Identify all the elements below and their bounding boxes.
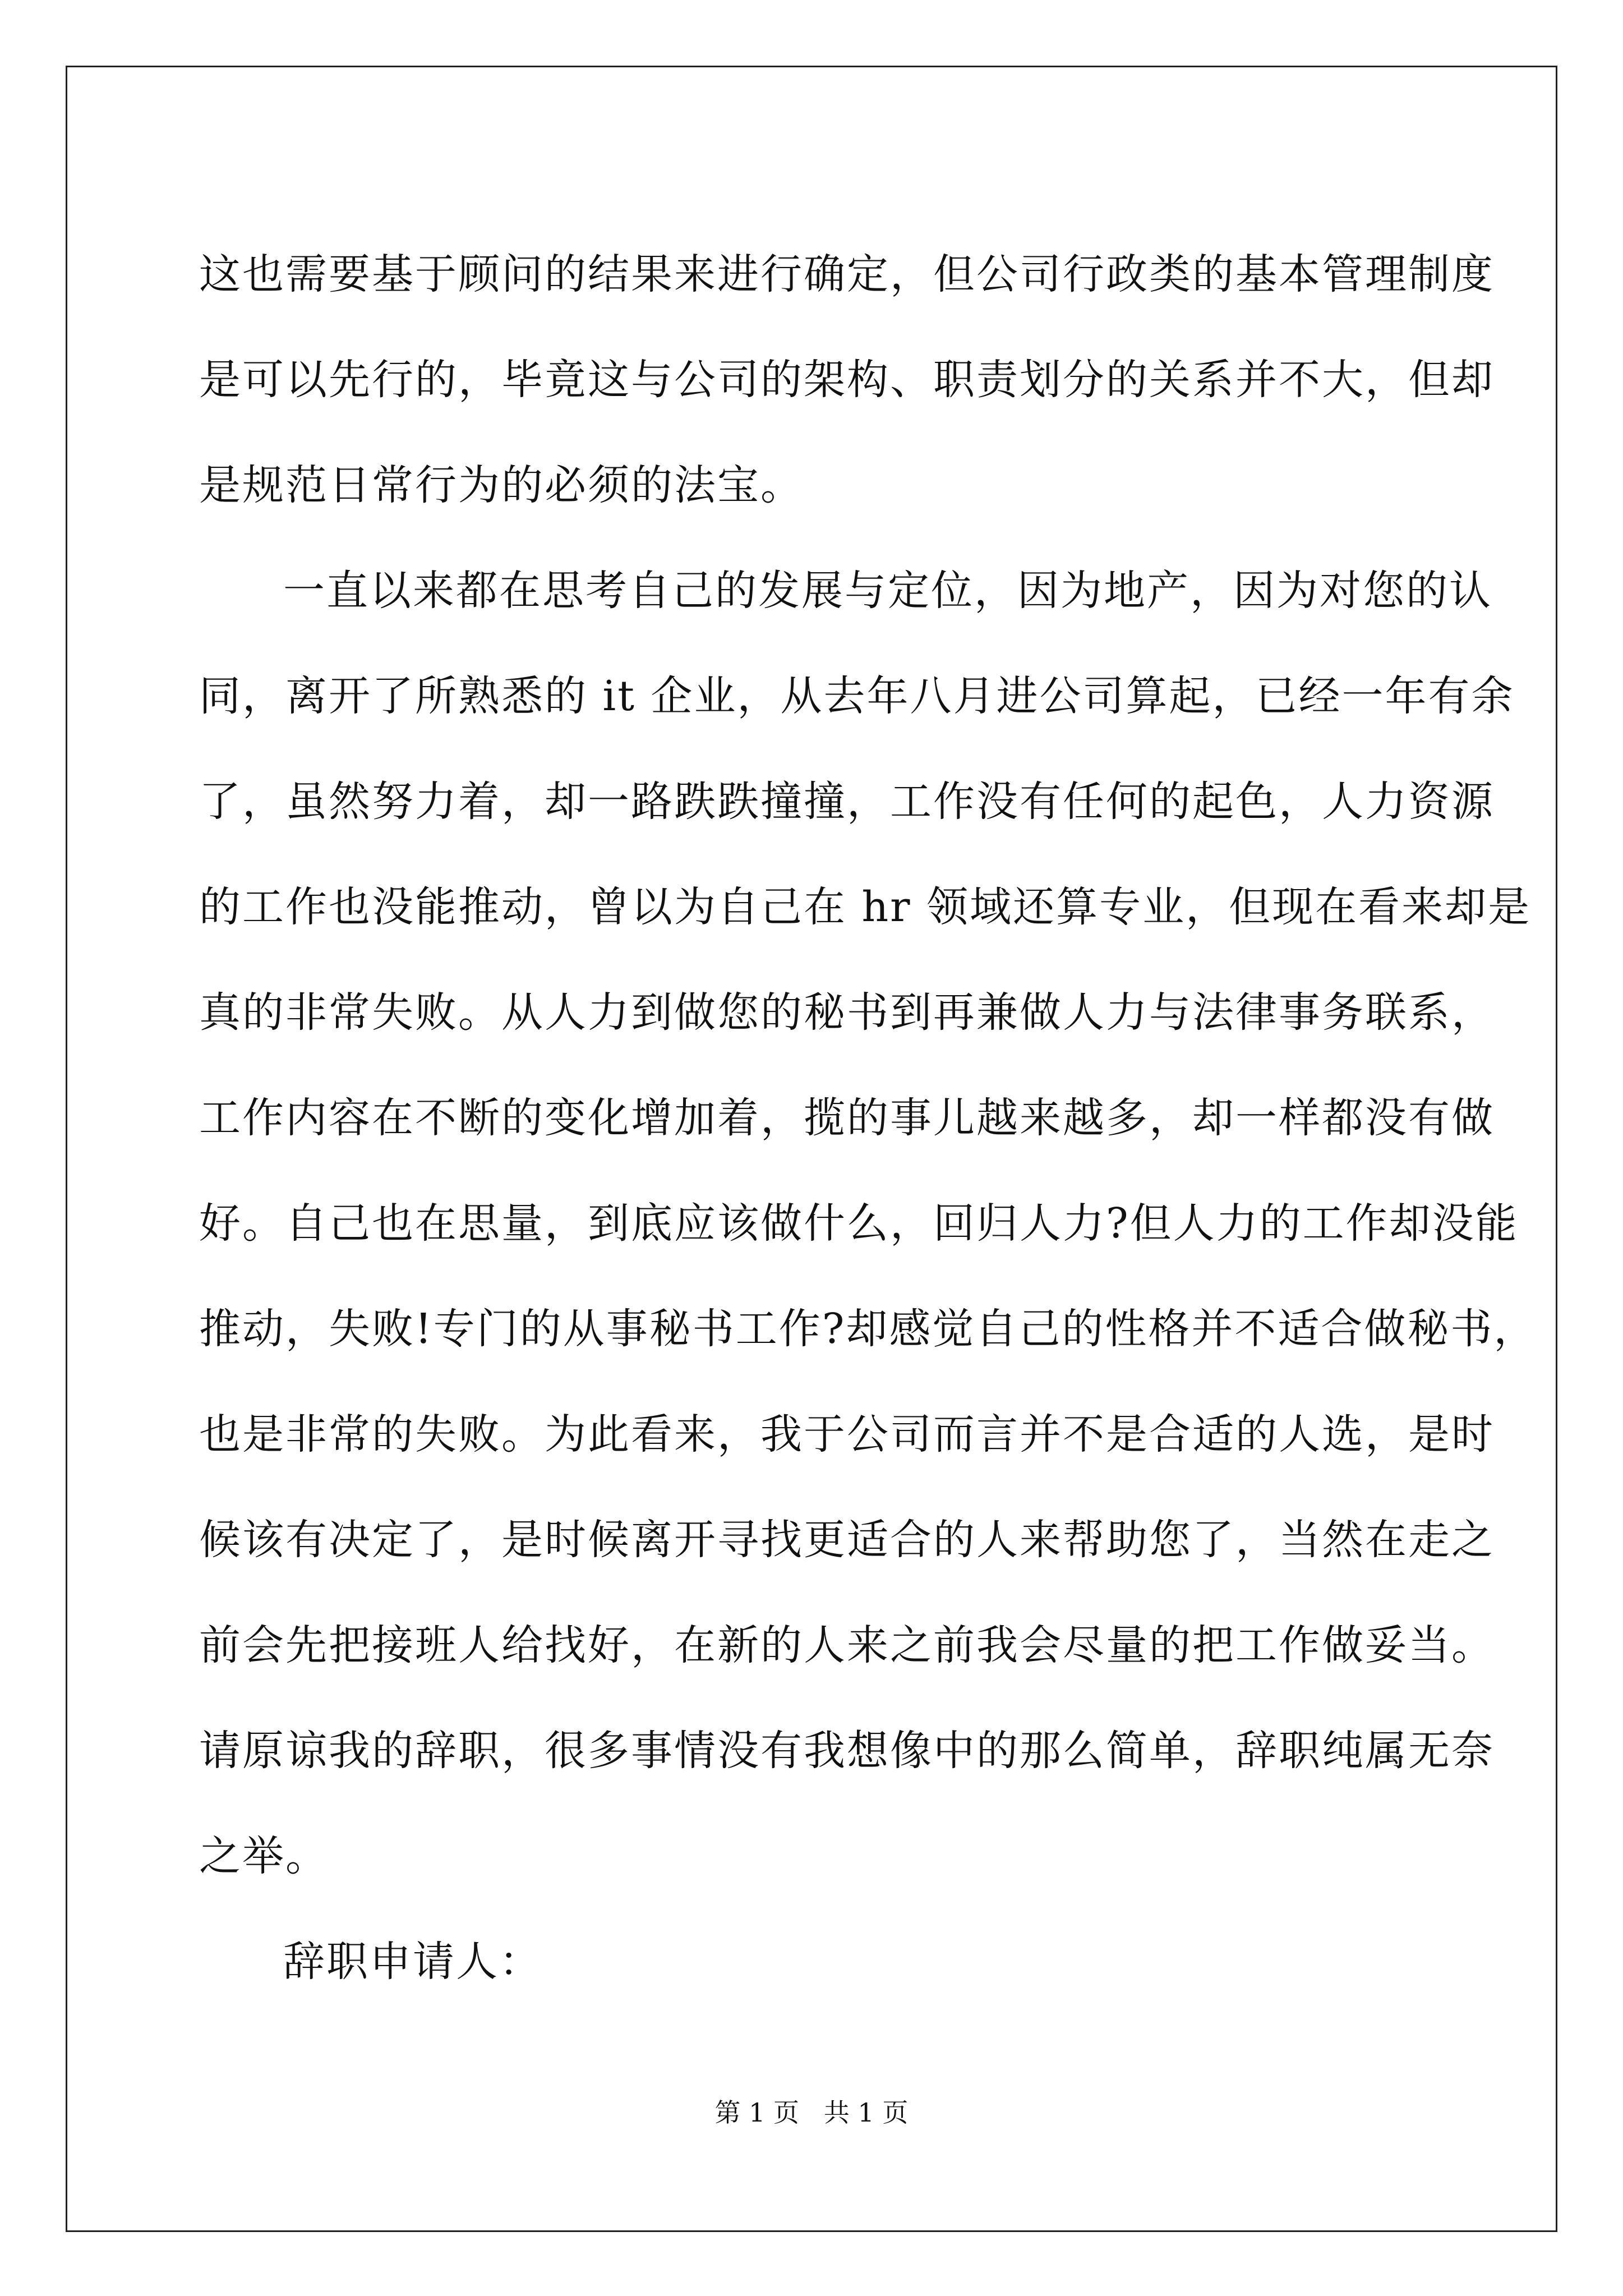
- page-footer: 第 1 页 共 1 页: [714, 2097, 909, 2128]
- document-body: [199, 222, 1537, 2014]
- text-line: 之举。: [199, 1832, 329, 1880]
- text-line: 前会先把接班人给找好，在新的人来之前我会尽量的把工作做妥当。: [199, 1621, 1495, 1669]
- text-line: 推动，失败!专门的从事秘书工作?却感觉自己的性格并不适合做秘书，: [199, 1305, 1537, 1353]
- text-line: 真的非常失败。从人力到做您的秘书到再兼做人力与法律事务联系，: [199, 988, 1495, 1037]
- signature-label: 辞职申请人：: [283, 1938, 542, 1986]
- text-line: 是规范日常行为的必须的法宝。: [199, 461, 804, 509]
- text-line: 好。自己也在思量，到底应该做什么，回归人力?但人力的工作却没能: [199, 1199, 1519, 1248]
- paragraph-2: [199, 538, 1537, 1909]
- text-line: 工作内容在不断的变化增加着，揽的事儿越来越多，却一样都没有做: [199, 1094, 1495, 1142]
- paragraph-1: [199, 222, 1495, 538]
- text-line: 的工作也没能推动，曾以为自己在 hr 领域还算专业，但现在看来却是: [199, 883, 1532, 931]
- text-line: 是可以先行的，毕竟这与公司的架构、职责划分的关系并不大，但却: [199, 356, 1495, 404]
- text-line: 也是非常的失败。为此看来，我于公司而言并不是合适的人选，是时: [199, 1410, 1495, 1458]
- signature-block: [199, 1909, 1433, 2014]
- text-line: 请原谅我的辞职，很多事情没有我想像中的那么简单，辞职纯属无奈: [199, 1727, 1495, 1775]
- text-line: 这也需要基于顾问的结果来进行确定，但公司行政类的基本管理制度: [199, 250, 1495, 298]
- text-line: 同，离开了所熟悉的 it 企业，从去年八月进公司算起，已经一年有余: [199, 672, 1515, 720]
- text-line: 一直以来都在思考自己的发展与定位，因为地产，因为对您的认: [283, 567, 1492, 615]
- text-line: 了，虽然努力着，却一路跌跌撞撞，工作没有任何的起色，人力资源: [199, 777, 1495, 826]
- text-line: 候该有决定了，是时候离开寻找更适合的人来帮助您了，当然在走之: [199, 1516, 1495, 1564]
